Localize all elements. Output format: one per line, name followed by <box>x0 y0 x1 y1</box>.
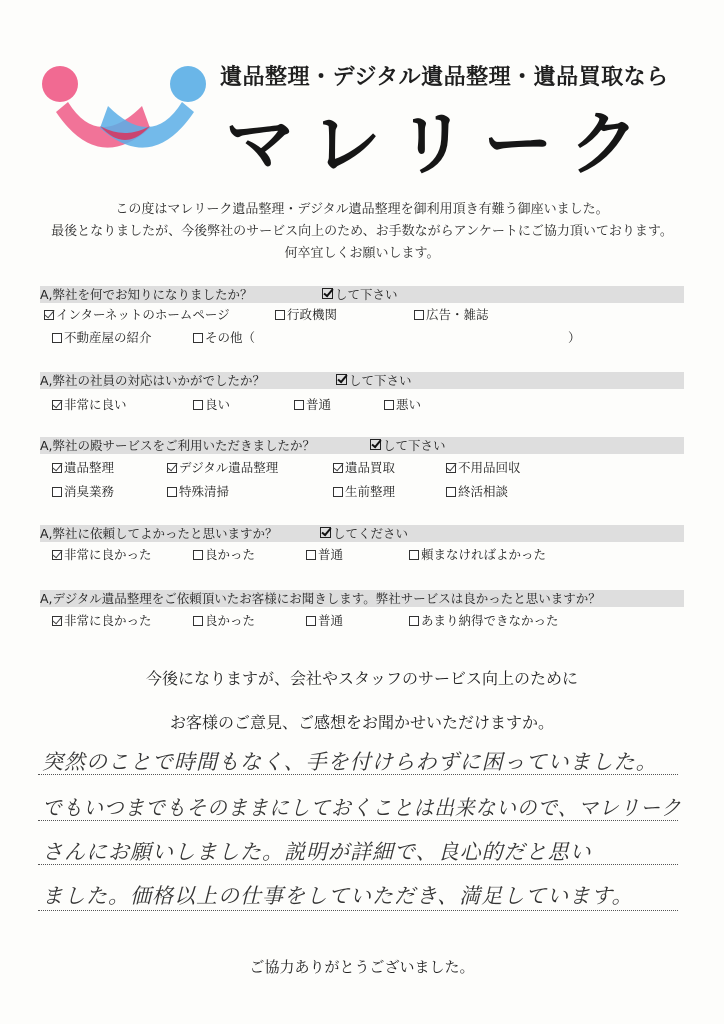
option-checkbox[interactable]: 非常に良かった <box>52 547 152 563</box>
logo-icon <box>38 62 213 162</box>
checkbox-icon <box>52 487 62 497</box>
intro-line: 最後となりましたが、今後弊社のサービス向上のため、お手数ながらアンケートにご協力頂いております。 <box>51 224 673 239</box>
question-header <box>40 437 684 454</box>
option-checkbox[interactable]: デジタル遺品整理 <box>167 460 278 476</box>
question-instruction: してください <box>320 525 408 542</box>
checkbox-icon <box>193 333 203 343</box>
checkbox-icon <box>294 400 304 410</box>
option-checkbox[interactable]: あまり納得できなかった <box>409 613 559 629</box>
comment-rule <box>38 820 678 821</box>
option-checkbox[interactable]: 良かった <box>193 613 255 629</box>
checkbox-icon <box>414 310 424 320</box>
intro-line: この度はマレリーク遺品整理・デジタル遺品整理を御利用頂き有難う御座いました。 <box>115 202 609 217</box>
checkbox-icon <box>333 463 343 473</box>
question-header <box>40 525 684 542</box>
question-text: A,弊社を何でお知りになりましたか？ <box>40 287 253 302</box>
handwritten-comment: さんにお願いしました。説明が詳細で、良心的だと思い <box>42 840 592 864</box>
thanks-text: ご協力ありがとうございました。 <box>249 958 475 976</box>
handwritten-comment: ました。価格以上の仕事をしていただき、満足しています。 <box>42 884 634 908</box>
checkbox-icon <box>446 463 456 473</box>
option-checkbox[interactable]: 不用品回収 <box>446 460 521 476</box>
comment-rule <box>38 864 678 865</box>
check-icon <box>322 288 333 299</box>
question-instruction: して下さい <box>370 437 446 454</box>
other-close-paren: ） <box>568 330 581 345</box>
checkbox-icon <box>167 487 177 497</box>
option-checkbox[interactable]: 普通 <box>294 397 331 413</box>
option-checkbox[interactable]: 非常に良かった <box>52 613 152 629</box>
comment-rule <box>38 910 678 911</box>
check-icon <box>370 439 381 450</box>
option-checkbox[interactable]: 行政機関 <box>275 307 337 323</box>
option-checkbox[interactable]: 消臭業務 <box>52 484 114 500</box>
feedback-prompt: 今後になりますが、会社やスタッフのサービス向上のために <box>145 669 578 688</box>
checkbox-icon <box>52 463 62 473</box>
checkbox-icon <box>409 616 419 626</box>
option-checkbox[interactable]: その他（ <box>193 330 255 346</box>
checkbox-icon <box>44 310 54 320</box>
option-checkbox[interactable]: 良い <box>193 397 230 413</box>
option-checkbox[interactable]: 非常に良い <box>52 397 127 413</box>
checkbox-icon <box>52 333 62 343</box>
question-instruction: して下さい <box>322 286 398 303</box>
checkbox-icon <box>333 487 343 497</box>
option-checkbox[interactable]: 特殊清掃 <box>167 484 229 500</box>
option-checkbox[interactable]: 遺品整理 <box>52 460 114 476</box>
option-checkbox[interactable]: 広告・雑誌 <box>414 307 489 323</box>
feedback-prompt: お客様のご意見、ご感想をお聞かせいただけますか。 <box>169 713 554 732</box>
question-text: A,弊社の社員の対応はいかがでしたか？ <box>40 373 266 388</box>
checkbox-icon <box>52 616 62 626</box>
brand-name: マレリーク <box>225 103 655 185</box>
check-icon <box>336 374 347 385</box>
option-checkbox[interactable]: インターネットのホームページ <box>44 307 230 323</box>
option-checkbox[interactable]: 悪い <box>384 397 421 413</box>
option-checkbox[interactable]: 頼まなければよかった <box>409 547 546 563</box>
checkbox-icon <box>52 400 62 410</box>
option-checkbox[interactable]: 不動産屋の紹介 <box>52 330 152 346</box>
question-header <box>40 590 684 607</box>
checkbox-icon <box>167 463 177 473</box>
question-header <box>40 286 684 303</box>
check-icon <box>320 527 331 538</box>
checkbox-icon <box>52 550 62 560</box>
comment-rule <box>38 774 678 775</box>
option-checkbox[interactable]: 普通 <box>306 547 343 563</box>
handwritten-comment: 突然のことで時間もなく、手を付けらわずに困っていました。 <box>42 750 658 774</box>
question-text: A,弊社に依頼してよかったと思いますか？ <box>40 526 278 541</box>
question-instruction: して下さい <box>336 372 412 389</box>
question-header <box>40 372 684 389</box>
checkbox-icon <box>193 400 203 410</box>
checkbox-icon <box>306 616 316 626</box>
option-checkbox[interactable]: 遺品買取 <box>333 460 395 476</box>
option-checkbox[interactable]: 生前整理 <box>333 484 395 500</box>
option-checkbox[interactable]: 良かった <box>193 547 255 563</box>
intro-line: 何卒宜しくお願いします。 <box>284 246 440 261</box>
option-checkbox[interactable]: 終活相談 <box>446 484 508 500</box>
checkbox-icon <box>306 550 316 560</box>
checkbox-icon <box>446 487 456 497</box>
checkbox-icon <box>409 550 419 560</box>
checkbox-icon <box>384 400 394 410</box>
question-text: A,デジタル遺品整理をご依頼頂いたお客様にお聞きします。弊社サービスは良かったと思いますか？ <box>40 591 601 606</box>
checkbox-icon <box>193 616 203 626</box>
checkbox-icon <box>193 550 203 560</box>
handwritten-comment: でもいつまでもそのままにしておくことは出来ないので、マレリーク <box>42 796 682 820</box>
question-text: A,弊社の殿サービスをご利用いただきましたか？ <box>40 438 316 453</box>
tagline: 遺品整理・デジタル遺品整理・遺品買取なら <box>220 65 669 90</box>
option-checkbox[interactable]: 普通 <box>306 613 343 629</box>
checkbox-icon <box>275 310 285 320</box>
